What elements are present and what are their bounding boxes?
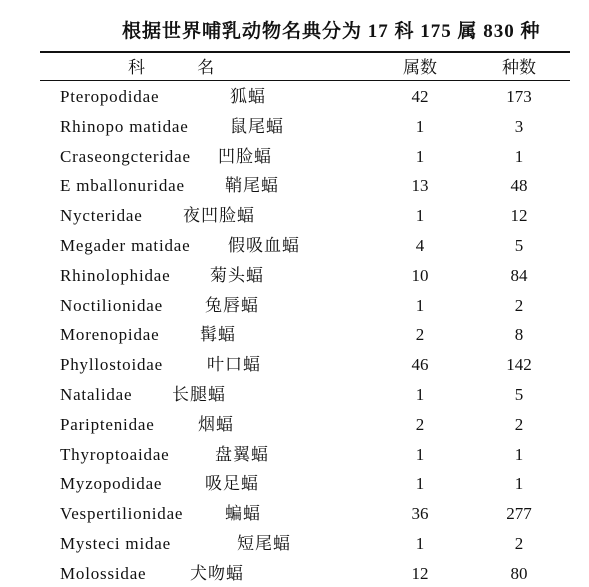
table-title: 根据世界哺乳动物名典分为 17 科 175 属 830 种 [122, 21, 541, 42]
family-chinese-name: 兔唇蝠 [205, 295, 259, 315]
family-latin-name: Rhinolophidae [60, 265, 171, 285]
table-row [0, 84, 589, 110]
species-count: 3 [514, 116, 524, 136]
genera-count: 2 [415, 414, 425, 434]
genera-count: 13 [411, 176, 429, 196]
genera-count: 4 [415, 236, 425, 255]
family-latin-name: Pariptenidae [60, 414, 155, 434]
table-row [0, 531, 589, 557]
family-latin-name: Megader matidae [60, 236, 191, 255]
family-chinese-name: 夜凹脸蝠 [183, 206, 255, 226]
table-row [0, 263, 589, 289]
table-row [0, 173, 589, 199]
species-count: 2 [514, 534, 524, 553]
species-count: 84 [510, 265, 528, 285]
genera-count: 1 [415, 206, 425, 226]
family-latin-name: Molossidae [60, 563, 147, 583]
table-row [0, 412, 589, 438]
family-chinese-name: 烟蝠 [198, 414, 234, 434]
family-chinese-name: 短尾蝠 [237, 534, 291, 553]
top-rule [40, 51, 570, 53]
species-count: 5 [514, 385, 524, 404]
species-count: 1 [514, 444, 524, 464]
genera-count: 36 [411, 504, 429, 524]
species-count: 1 [514, 474, 524, 494]
table-row [0, 144, 589, 170]
family-chinese-name: 叶口蝠 [207, 355, 261, 375]
family-chinese-name: 鞘尾蝠 [225, 176, 279, 196]
table-row [0, 471, 589, 497]
family-chinese-name: 凹脸蝠 [218, 146, 272, 166]
table-row [0, 561, 589, 587]
genera-count: 1 [415, 534, 425, 553]
family-chinese-name: 蝙蝠 [225, 504, 261, 524]
family-chinese-name: 长腿蝠 [172, 385, 226, 404]
family-latin-name: Craseongcteridae [60, 146, 191, 166]
family-latin-name: Vespertilionidae [60, 504, 184, 524]
family-chinese-name: 狐蝠 [230, 87, 266, 106]
table-row [0, 203, 589, 229]
family-latin-name: Phyllostoidae [60, 355, 163, 375]
species-count: 2 [514, 414, 524, 434]
family-latin-name: Nycteridae [60, 206, 143, 226]
genera-count: 2 [415, 325, 425, 345]
family-chinese-name: 假吸血蝠 [228, 236, 300, 255]
species-count: 173 [506, 87, 532, 106]
species-count: 277 [506, 504, 532, 524]
table-row [0, 322, 589, 348]
table-row [0, 442, 589, 468]
header-family: 科 名 [128, 58, 215, 77]
table-row [0, 382, 589, 408]
species-count: 5 [514, 236, 524, 255]
family-latin-name: Rhinopo matidae [60, 116, 189, 136]
genera-count: 1 [415, 444, 425, 464]
family-latin-name: Myzopodidae [60, 474, 163, 494]
genera-count: 1 [415, 295, 425, 315]
family-latin-name: Thyroptoaidae [60, 444, 170, 464]
family-chinese-name: 菊头蝠 [210, 265, 264, 285]
genera-count: 42 [411, 87, 429, 106]
species-count: 8 [514, 325, 524, 345]
table-row [0, 501, 589, 527]
species-count: 12 [510, 206, 528, 226]
table-row [0, 233, 589, 259]
family-chinese-name: 髯蝠 [200, 325, 236, 345]
family-latin-name: Natalidae [60, 385, 133, 404]
family-chinese-name: 吸足蝠 [205, 474, 259, 494]
species-count: 80 [510, 563, 528, 583]
family-chinese-name: 犬吻蝠 [190, 563, 244, 583]
table-row [0, 352, 589, 378]
family-latin-name: Noctilionidae [60, 295, 163, 315]
species-count: 1 [514, 146, 524, 166]
genera-count: 1 [415, 474, 425, 494]
table-row [0, 293, 589, 319]
genera-count: 1 [415, 116, 425, 136]
family-chinese-name: 盘翼蝠 [215, 444, 269, 464]
family-chinese-name: 鼠尾蝠 [230, 116, 284, 136]
genera-count: 12 [411, 563, 429, 583]
genera-count: 1 [415, 385, 425, 404]
table-row [0, 114, 589, 140]
species-count: 48 [510, 176, 528, 196]
family-latin-name: Pteropodidae [60, 87, 160, 106]
header-species-count: 种数 [502, 58, 536, 77]
header-genera-count: 属数 [403, 58, 437, 77]
species-count: 2 [514, 295, 524, 315]
family-latin-name: Mysteci midae [60, 534, 171, 553]
genera-count: 10 [411, 265, 429, 285]
family-latin-name: Morenopidae [60, 325, 160, 345]
header-rule [40, 80, 570, 81]
genera-count: 46 [411, 355, 429, 375]
genera-count: 1 [415, 146, 425, 166]
species-count: 142 [506, 355, 532, 375]
family-latin-name: E mballonuridae [60, 176, 185, 196]
